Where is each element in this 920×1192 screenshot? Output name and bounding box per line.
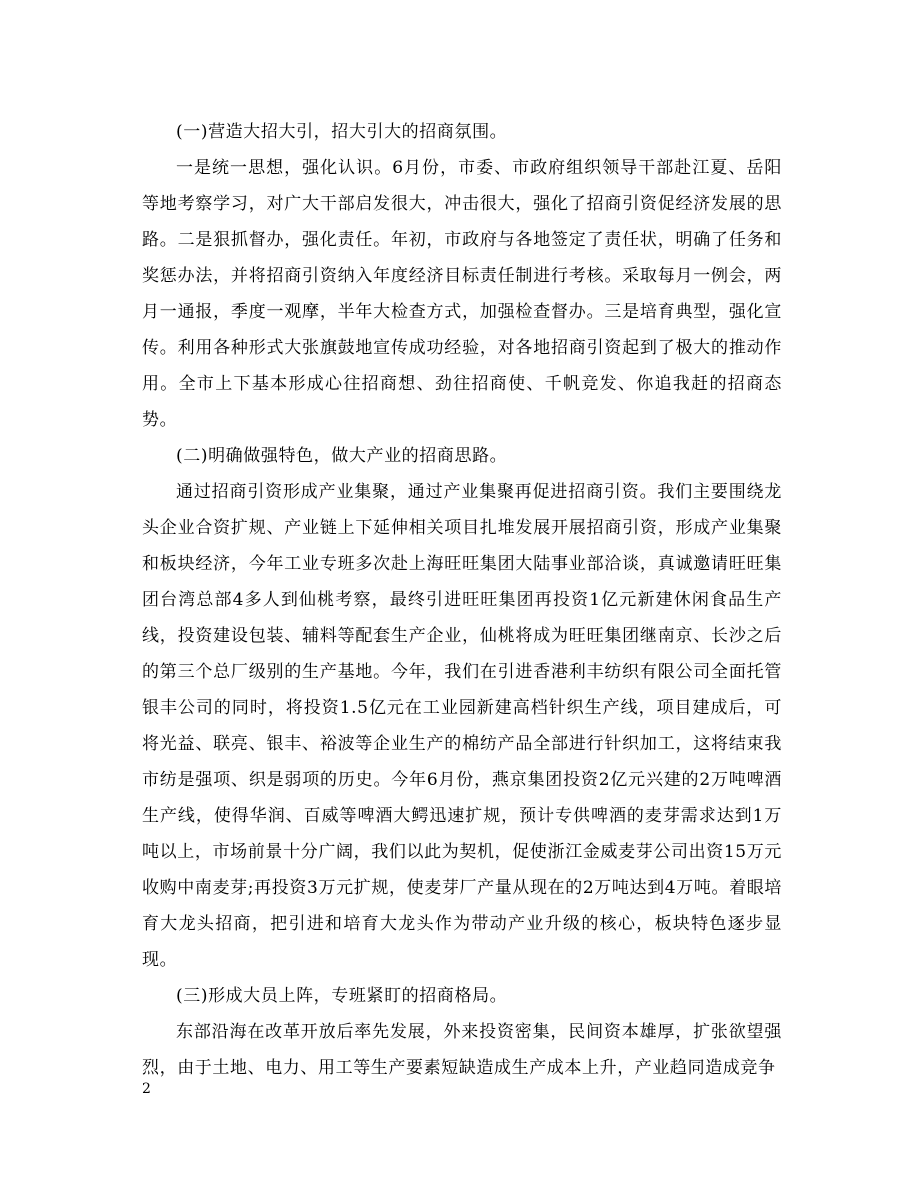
page-number: 2	[142, 1081, 151, 1097]
body-paragraph: 东部沿海在改革开放后率先发展，外来投资密集，民间资本雄厚，扩张欲望强烈，由于土地、电力、用工等生产要素短缺造成生产成本上升，产业趋同造成竞争	[142, 1022, 782, 1078]
body-paragraph: 一是统一思想，强化认识。6月份，市委、市政府组织领导干部赴江夏、岳阳等地考察学习，对广大干部启发很大，冲击很大，强化了招商引资促经济发展的思路。二是狠抓督办，强化责任。年初，市政府与各地签定了责任状，明确了任务和奖惩办法，并将招商引资纳入年度经济目标责任制进行考核。采取每月一例会，两月一通报，季度一观摩，半年大检查方式，加强检查督办。三是培育典型，强化宣传。利用各种形式大张旗鼓地宣传成功经验，对各地招商引资起到了极大的推动作用。全市上下基本形成心往招商想、劲往招商使、千帆竞发、你追我赶的招商态势。	[142, 158, 782, 430]
section-heading-3: (三)形成大员上阵，专班紧盯的招商格局。	[176, 986, 508, 1006]
document-body	[142, 114, 782, 1086]
section-heading-1: (一)营造大招大引，招大引大的招商氛围。	[176, 122, 508, 142]
body-paragraph: 通过招商引资形成产业集聚，通过产业集聚再促进招商引资。我们主要围绕龙头企业合资扩规、产业链上下延伸相关项目扎堆发展开展招商引资，形成产业集聚和板块经济，今年工业专班多次赴上海旺旺集团大陆事业部洽谈，真诚邀请旺旺集团台湾总部4多人到仙桃考察，最终引进旺旺集团再投资1亿元新建休闲食品生产线，投资建设包装、辅料等配套生产企业，仙桃将成为旺旺集团继南京、长沙之后的第三个总厂级别的生产基地。今年，我们在引进香港利丰纺织有限公司全面托管银丰公司的同时，将投资1.5亿元在工业园新建高档针织生产线，项目建成后，可将光益、联亮、银丰、裕波等企业生产的棉纺产品全部进行针织加工，这将结束我市纺是强项、织是弱项的历史。今年6月份，燕京集团投资2亿元兴建的2万吨啤酒生产线，使得华润、百威等啤酒大鳄迅速扩规，预计专供啤酒的麦芽需求达到1万吨以上，市场前景十分广阔，我们以此为契机，促使浙江金威麦芽公司出资15万元收购中南麦芽;再投资3万元扩规，使麦芽厂产量从现在的2万吨达到4万吨。着眼培育大龙头招商，把引进和培育大龙头作为带动产业升级的核心，板块特色逐步显现。	[142, 482, 782, 970]
section-heading-2: (二)明确做强特色，做大产业的招商思路。	[176, 446, 508, 466]
